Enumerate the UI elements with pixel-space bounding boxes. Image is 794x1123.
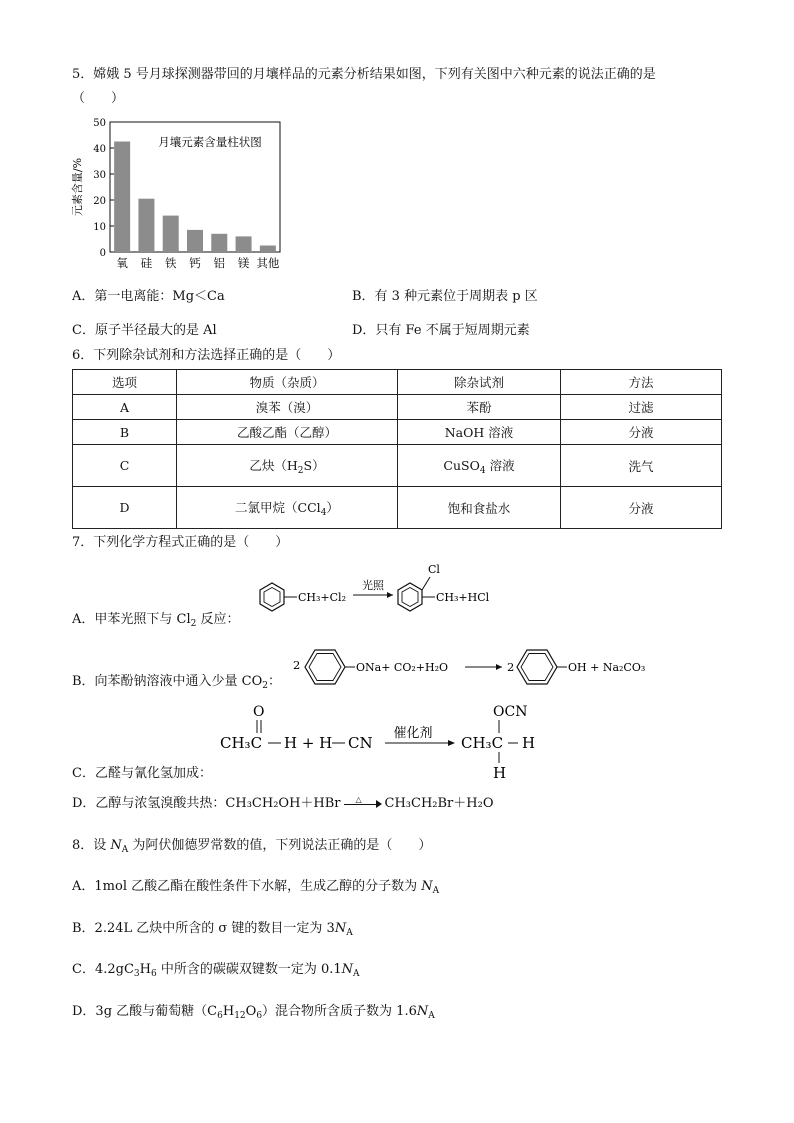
y-tick-label: 0 <box>99 248 106 259</box>
text: O <box>245 1004 257 1019</box>
reactant-text: ONa+ CO₂+H₂O <box>356 661 448 674</box>
cell-option: B <box>73 420 177 445</box>
text: 中所含的碳碳双键数一定为 0.1 <box>156 962 342 977</box>
q7-stem: 7．下列化学方程式正确的是（ ） <box>72 535 289 550</box>
table-row <box>73 487 722 529</box>
na-symbol: N <box>421 879 433 894</box>
x-tick-label: 硅 <box>140 256 153 270</box>
na-symbol: N <box>110 838 122 853</box>
cell-method: 分液 <box>561 420 722 445</box>
bar <box>211 234 227 252</box>
subscript: 4 <box>320 507 327 518</box>
subscript: 6 <box>150 969 157 979</box>
text: 乙炔（H <box>249 457 298 473</box>
reactant-text: H + H <box>284 734 333 752</box>
table-row <box>73 420 722 445</box>
x-tick-label: 铁 <box>164 256 177 270</box>
q5-option-b: B．有 3 种元素位于周期表 p 区 <box>352 289 538 304</box>
cell-reagent: 饱和食盐水 <box>398 487 561 529</box>
subscript: A <box>428 1011 435 1021</box>
header-option: 选项 <box>73 370 177 395</box>
subscript: 3 <box>133 969 140 979</box>
condition-text: 光照 <box>362 579 384 592</box>
text: ） <box>326 499 339 515</box>
x-tick-label: 镁 <box>237 256 250 270</box>
subscript: A <box>346 928 353 938</box>
product-text: CH₃C <box>461 734 504 752</box>
y-tick-label: 30 <box>93 170 106 181</box>
subscript: 6 <box>217 1011 223 1021</box>
q7-a-equation <box>240 555 530 630</box>
cell-reagent: NaOH 溶液 <box>398 420 561 445</box>
header-reagent: 除杂试剂 <box>398 370 561 395</box>
q6-table <box>72 369 722 529</box>
x-tick-label: 铝 <box>213 256 226 270</box>
coefficient-text: 2 <box>293 658 301 672</box>
arrow-line <box>344 804 378 805</box>
benzene-ring <box>517 650 557 684</box>
product-text: CH₃+HCl <box>436 591 490 604</box>
cell-substance <box>177 445 398 487</box>
cell-reagent: 苯酚 <box>398 395 561 420</box>
cell-option: A <box>73 395 177 420</box>
cell-method: 分液 <box>561 487 722 529</box>
bar <box>114 142 130 253</box>
text: CH₃CH₂Br＋H₂O <box>384 796 494 811</box>
bar <box>187 230 203 252</box>
product-text: OH + Na₂CO₃ <box>568 661 646 674</box>
benzene-inner <box>264 588 280 607</box>
cell-substance: 溴苯（溴） <box>177 395 398 420</box>
bar <box>138 199 154 252</box>
benzene-inner <box>402 588 418 607</box>
subscript: 6 <box>256 1011 263 1021</box>
q5-blank: （ ） <box>72 91 125 106</box>
cell-substance: 乙酸乙酯（乙醇） <box>177 420 398 445</box>
subscript: A <box>121 845 129 855</box>
q7-b-label <box>72 673 281 695</box>
q8-option-b <box>72 920 353 942</box>
text: 反应： <box>196 612 240 627</box>
text: B．2.24L 乙炔中所含的 σ 键的数目一定为 3 <box>72 921 335 936</box>
y-tick-label: 40 <box>93 144 106 155</box>
text: ）混合物所含质子数为 1.6 <box>262 1004 417 1019</box>
reactant-text: CH₃+Cl₂ <box>298 591 346 604</box>
y-tick-label: 10 <box>93 222 106 233</box>
table-row <box>73 445 722 487</box>
text: S） <box>303 457 325 473</box>
q6-header-row <box>73 370 722 395</box>
text: 8．设 <box>72 838 111 853</box>
bar <box>236 236 252 252</box>
bar-chart-svg <box>70 115 285 277</box>
text: C．4.2gC <box>72 962 134 977</box>
y-tick-label: 50 <box>93 118 106 129</box>
benzene-inner <box>309 654 341 681</box>
text: 二氯甲烷（CCl <box>235 499 321 515</box>
text: H <box>139 962 151 977</box>
bar <box>260 246 276 253</box>
text: 为阿伏伽德罗常数的值，下列说法正确的是（ ） <box>128 838 432 853</box>
na-symbol: N <box>334 921 347 936</box>
subscript: 2 <box>262 681 269 691</box>
heat-arrow <box>344 794 382 811</box>
q8-option-c <box>72 961 360 983</box>
condition-text: 催化剂 <box>393 726 433 741</box>
q7-d-label <box>72 795 493 813</box>
q5-option-c: C．原子半径最大的是 Al <box>72 323 217 338</box>
table-row <box>73 395 722 420</box>
y-tick-label: 20 <box>93 196 106 207</box>
text: 溶液 <box>485 457 515 473</box>
q7-b-equation <box>285 645 655 693</box>
cell-substance <box>177 487 398 529</box>
reactant-text: CN <box>348 734 373 752</box>
q8-option-a <box>72 878 439 900</box>
benzene-ring <box>305 650 345 684</box>
q7-c-equation <box>215 700 555 782</box>
q7-a-label <box>72 611 240 633</box>
arrow-head <box>448 740 455 746</box>
q8-option-d <box>72 1003 435 1025</box>
text: A．甲苯光照下与 Cl <box>72 612 191 627</box>
subscript: A <box>432 886 440 896</box>
subscript: 2 <box>297 465 304 476</box>
subscript: 12 <box>234 1011 246 1021</box>
text: D．3g 乙酸与葡萄糖（C <box>72 1004 218 1019</box>
bar-chart <box>70 115 285 277</box>
substituent-text: Cl <box>428 563 440 576</box>
reactant-text: CH₃C <box>220 734 263 752</box>
ocn-text: OCN <box>493 704 528 720</box>
cell-reagent <box>398 445 561 487</box>
q5-option-d: D．只有 Fe 不属于短周期元素 <box>352 323 530 338</box>
y-axis-label: 元素含量/% <box>71 157 84 217</box>
header-substance: 物质（杂质） <box>177 370 398 395</box>
text: D．乙醇与浓氢溴酸共热：CH₃CH₂OH＋HBr <box>72 796 341 811</box>
x-tick-label: 氧 <box>116 256 128 270</box>
cell-option: D <box>73 487 177 529</box>
oxygen-text: O <box>253 704 265 720</box>
arrow-head <box>496 664 502 670</box>
cell-option: C <box>73 445 177 487</box>
text: ： <box>268 674 282 689</box>
text: A．1mol 乙酸乙酯在酸性条件下水解，生成乙醇的分子数为 <box>72 879 422 894</box>
q6-stem: 6．下列除杂试剂和方法选择正确的是（ ） <box>72 348 341 363</box>
bond <box>422 577 430 590</box>
q8-stem <box>72 837 431 859</box>
x-tick-label: 其他 <box>256 256 280 270</box>
bar <box>163 216 179 252</box>
cell-method: 过滤 <box>561 395 722 420</box>
q7-c-label: C．乙醛与氰化氢加成： <box>72 766 212 781</box>
hydrogen-text: H <box>493 764 507 782</box>
q5-stem: 5．嫦娥 5 号月球探测器带回的月壤样品的元素分析结果如图，下列有关图中六种元素的说法正确的是 <box>72 67 656 82</box>
q5-option-a: A．第一电离能：Mg＜Ca <box>72 289 225 304</box>
x-tick-label: 钙 <box>189 256 201 270</box>
arrow-head <box>387 592 393 598</box>
subscript: 2 <box>190 619 197 629</box>
benzene-inner <box>521 654 553 681</box>
subscript: A <box>353 969 360 979</box>
heat-condition: △ <box>355 794 362 804</box>
na-symbol: N <box>416 1004 429 1019</box>
cell-method: 洗气 <box>561 445 722 487</box>
chart-title: 月壤元素含量柱状图 <box>158 135 262 149</box>
arrow-head <box>376 800 382 808</box>
text: H <box>222 1004 235 1019</box>
header-method: 方法 <box>561 370 722 395</box>
na-symbol: N <box>341 962 354 977</box>
text: CuSO <box>443 457 480 473</box>
hydrogen-text: H <box>522 734 536 752</box>
coefficient-text: 2 <box>507 660 515 674</box>
text: B．向苯酚钠溶液中通入少量 CO <box>72 674 263 689</box>
subscript: 4 <box>479 465 486 476</box>
